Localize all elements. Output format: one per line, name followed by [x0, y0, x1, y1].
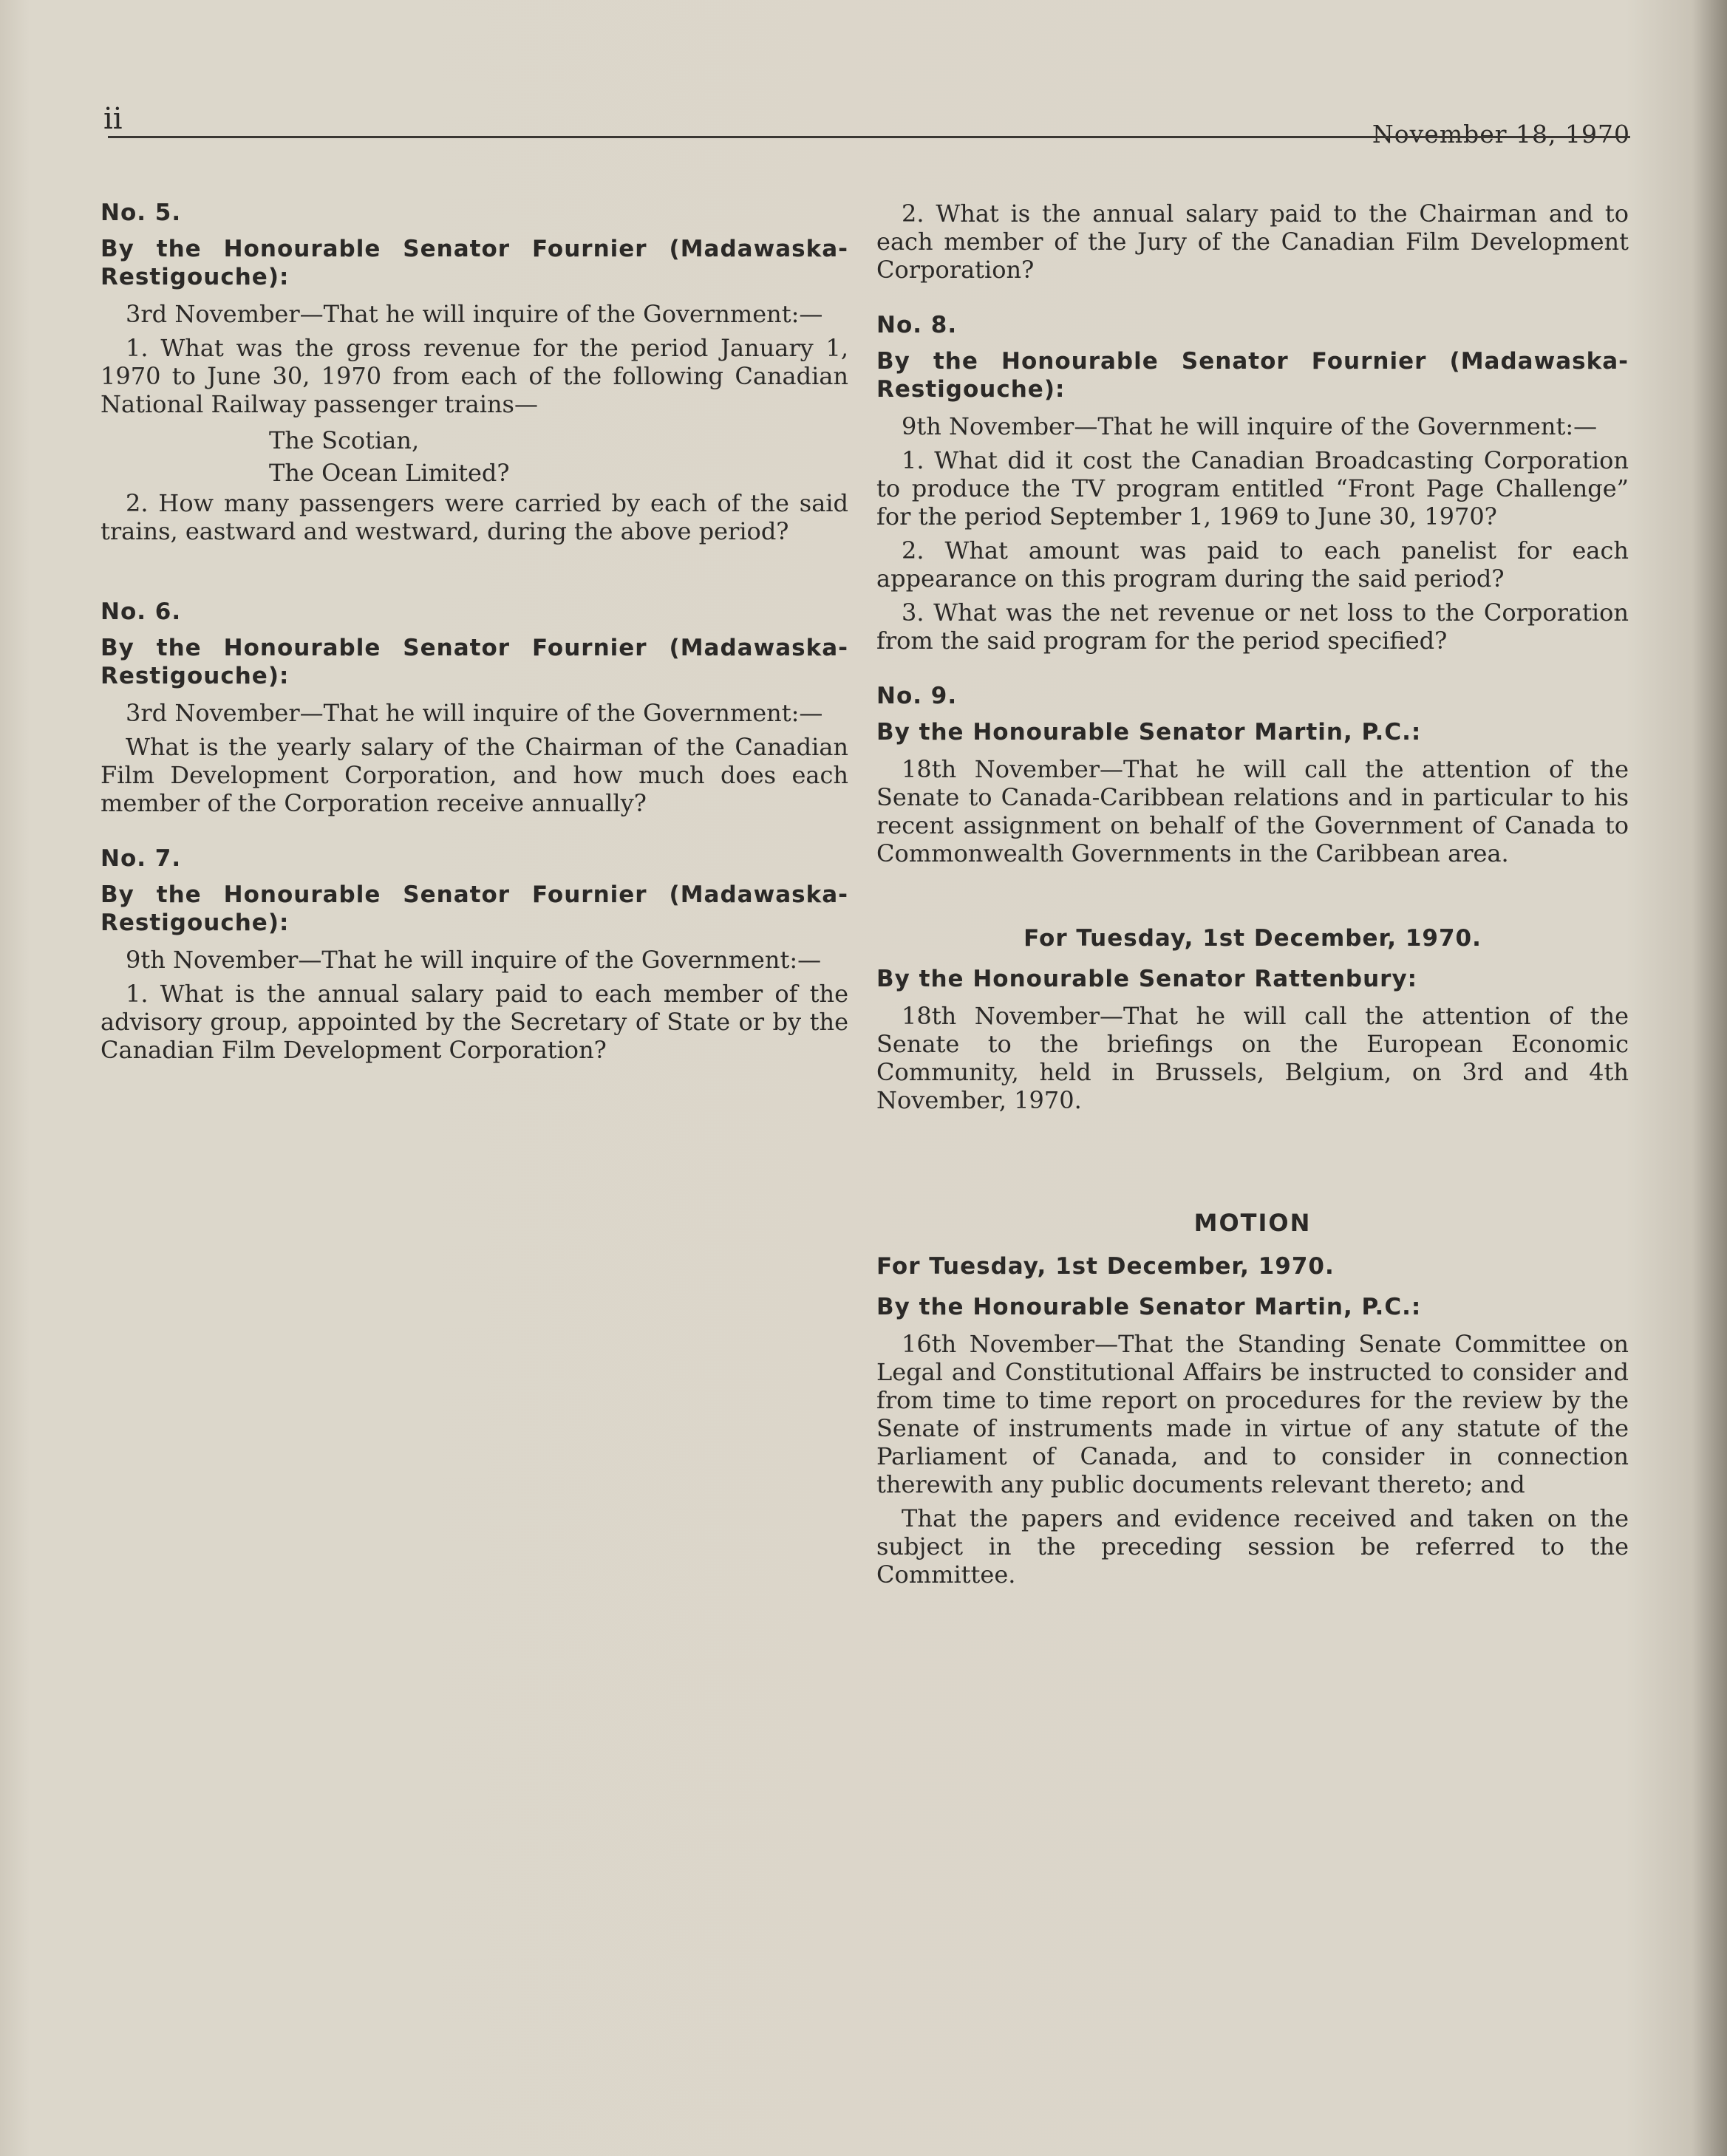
motion-title: MOTION	[1193, 1209, 1312, 1237]
question-number: No. 7.	[101, 845, 182, 872]
senator-attribution: By the Honourable Senator Fournier (Madawaska-Restigouche):	[101, 635, 848, 689]
motion-section	[876, 1209, 1629, 1589]
page-date: November 18, 1970	[1372, 120, 1630, 149]
question-5	[101, 199, 848, 545]
senator-attribution: By the Honourable Senator Martin, P.C.:	[876, 719, 1422, 746]
page-header	[103, 102, 1630, 149]
notice-line: 3rd November—That he will inquire of the Government:—	[126, 300, 823, 328]
question-number: No. 5.	[101, 199, 182, 226]
question-7	[101, 845, 848, 1064]
question-paragraph: 3. What was the net revenue or net loss to the Corporation from the said program for the period specified?	[876, 598, 1629, 655]
question-paragraph: 2. What amount was paid to each panelist for each appearance on this program during the said period?	[876, 536, 1629, 593]
motion-paragraph: 16th November—That the Standing Senate Committee on Legal and Constitutional Affairs be instructed to consider and from time to time report on procedures for the review by the Senate of instruments made in virtue of any statute of the Parliament of Canada, and to consider in connection therewith any public documents relevant thereto; and	[876, 1330, 1629, 1498]
senator-attribution: By the Honourable Senator Fournier (Madawaska-Restigouche):	[101, 236, 848, 290]
question-paragraph: 1. What was the gross revenue for the period January 1, 1970 to June 30, 1970 from each of the following Canadian National Railway passenger trains—	[101, 334, 848, 418]
left-column	[101, 199, 848, 1070]
question-9	[876, 683, 1629, 867]
senator-attribution: By the Honourable Senator Fournier (Madawaska-Restigouche):	[101, 881, 848, 936]
notice-line: 3rd November—That he will inquire of the Government:—	[126, 699, 823, 727]
question-paragraph: 1. What is the annual salary paid to each member of the advisory group, appointed by the Secretary of State or by the Canadian Film Development Corporation?	[101, 980, 848, 1064]
tuesday-inquiry	[876, 925, 1629, 1114]
train-name: The Ocean Limited?	[269, 459, 510, 487]
date-heading: For Tuesday, 1st December, 1970.	[1023, 925, 1482, 952]
notice-line: 9th November—That he will inquire of the Government:—	[902, 412, 1598, 440]
inquiry-paragraph: 18th November—That he will call the attention of the Senate to Canada-Caribbean relations and in particular to his recent assignment on behalf of the Government of Canada to Commonwealth Governments in the Caribbean area.	[876, 755, 1629, 867]
question-paragraph: 2. What is the annual salary paid to the Chairman and to each member of the Jury of the Canadian Film Development Corporation?	[876, 199, 1629, 284]
train-name: The Scotian,	[269, 426, 420, 454]
senator-attribution: By the Honourable Senator Fournier (Madawaska-Restigouche):	[876, 348, 1629, 403]
question-8	[876, 312, 1629, 655]
question-paragraph: 1. What did it cost the Canadian Broadcasting Corporation to produce the TV program entitled “Front Page Challenge” for the period September 1, 1969 to June 30, 1970?	[876, 446, 1629, 531]
question-paragraph: What is the yearly salary of the Chairman of the Canadian Film Development Corporation, and how much does each member of the Corporation receive annually?	[101, 733, 848, 817]
question-paragraph: 2. How many passengers were carried by each of the said trains, eastward and westward, during the above period?	[101, 489, 848, 545]
notice-line: 9th November—That he will inquire of the Government:—	[126, 946, 822, 974]
question-number: No. 8.	[876, 312, 958, 338]
question-6	[101, 598, 848, 817]
header-rule	[108, 136, 1630, 138]
page-number: ii	[103, 102, 123, 136]
question-number: No. 9.	[876, 683, 958, 709]
right-column	[876, 199, 1629, 1594]
motion-paragraph: That the papers and evidence received and taken on the subject in the preceding session be referred to the Committee.	[876, 1504, 1629, 1589]
senator-attribution: By the Honourable Senator Martin, P.C.:	[876, 1294, 1422, 1320]
date-heading: For Tuesday, 1st December, 1970.	[876, 1253, 1335, 1280]
question-number: No. 6.	[101, 598, 182, 625]
senator-attribution: By the Honourable Senator Rattenbury:	[876, 966, 1418, 992]
inquiry-paragraph: 18th November—That he will call the attention of the Senate to the briefings on the European Economic Community, held in Brussels, Belgium, on 3rd and 4th November, 1970.	[876, 1002, 1629, 1114]
